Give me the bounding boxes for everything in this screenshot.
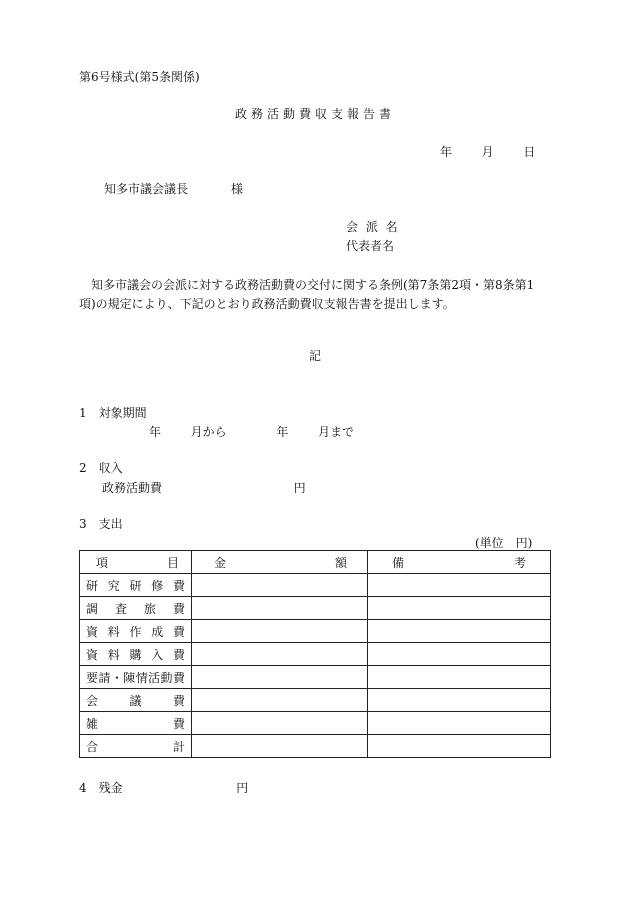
row-label: 資 料 購 入 費 <box>80 643 192 666</box>
amount-cell[interactable] <box>192 712 368 735</box>
table-row-total <box>80 735 551 758</box>
addressee-name: 知多市議会議長 <box>104 182 189 196</box>
body-paragraph: 知多市議会の会派に対する政務活動費の交付に関する条例(第7条第2項・第8条第1項)の規定により、下記のとおり政務活動費収支報告書を提出します。 <box>79 278 535 311</box>
period-line <box>149 425 354 439</box>
income-line <box>102 481 306 495</box>
row-label: 会 議 費 <box>80 689 192 712</box>
remarks-cell[interactable] <box>368 735 551 758</box>
row-label: 調 査 旅 費 <box>80 597 192 620</box>
remarks-cell[interactable] <box>368 689 551 712</box>
date-day: 日 <box>523 145 536 159</box>
remarks-cell[interactable] <box>368 620 551 643</box>
row-label: 資 料 作 成 費 <box>80 620 192 643</box>
table-row <box>80 620 551 643</box>
header-item: 項 目 <box>80 551 192 574</box>
period-end-year: 年 <box>276 425 289 439</box>
amount-cell[interactable] <box>192 597 368 620</box>
representative-label: 代表者名 <box>346 239 395 253</box>
amount-cell[interactable] <box>192 666 368 689</box>
amount-cell[interactable] <box>192 735 368 758</box>
remarks-cell[interactable] <box>368 643 551 666</box>
table-row <box>80 712 551 735</box>
remarks-cell[interactable] <box>368 597 551 620</box>
section1-heading: 1 対象期間 <box>79 406 147 420</box>
table-row <box>80 666 551 689</box>
income-item: 政務活動費 <box>102 481 163 495</box>
expenditure-table <box>79 550 551 758</box>
date-year: 年 <box>440 145 453 159</box>
date-month: 月 <box>481 145 494 159</box>
table-header-row <box>80 551 551 574</box>
remarks-cell[interactable] <box>368 574 551 597</box>
unit-note: (単位 円) <box>475 536 533 550</box>
section2-heading: 2 収入 <box>79 461 123 475</box>
remarks-cell[interactable] <box>368 712 551 735</box>
row-label: 合 計 <box>80 735 192 758</box>
period-start-year: 年 <box>149 425 162 439</box>
row-label: 要 請 ・ 陳 情 活 動 費 <box>80 666 192 689</box>
table-row <box>80 574 551 597</box>
header-amount: 金 額 <box>192 551 368 574</box>
addressee-honorific: 様 <box>231 182 244 196</box>
section4-heading: 4 残金 円 <box>79 781 249 795</box>
row-label: 雑 費 <box>80 712 192 735</box>
amount-cell[interactable] <box>192 574 368 597</box>
date-line <box>440 145 535 159</box>
faction-label: 会 派 名 <box>346 220 400 234</box>
form-number: 第6号様式(第5条関係) <box>79 70 200 84</box>
section3-heading: 3 支出 <box>79 517 123 531</box>
period-end-month: 月まで <box>318 425 355 439</box>
income-unit: 円 <box>293 481 306 495</box>
table-row <box>80 597 551 620</box>
row-label: 研 究 研 修 費 <box>80 574 192 597</box>
period-start-month: 月から <box>190 425 227 439</box>
balance-unit: 円 <box>236 781 249 795</box>
ki-heading: 記 <box>308 349 321 363</box>
amount-cell[interactable] <box>192 643 368 666</box>
amount-cell[interactable] <box>192 620 368 643</box>
table-row <box>80 689 551 712</box>
document-title: 政務活動費収支報告書 <box>234 107 395 121</box>
table-row <box>80 643 551 666</box>
amount-cell[interactable] <box>192 689 368 712</box>
remarks-cell[interactable] <box>368 666 551 689</box>
header-remarks: 備 考 <box>368 551 551 574</box>
addressee <box>104 182 244 196</box>
